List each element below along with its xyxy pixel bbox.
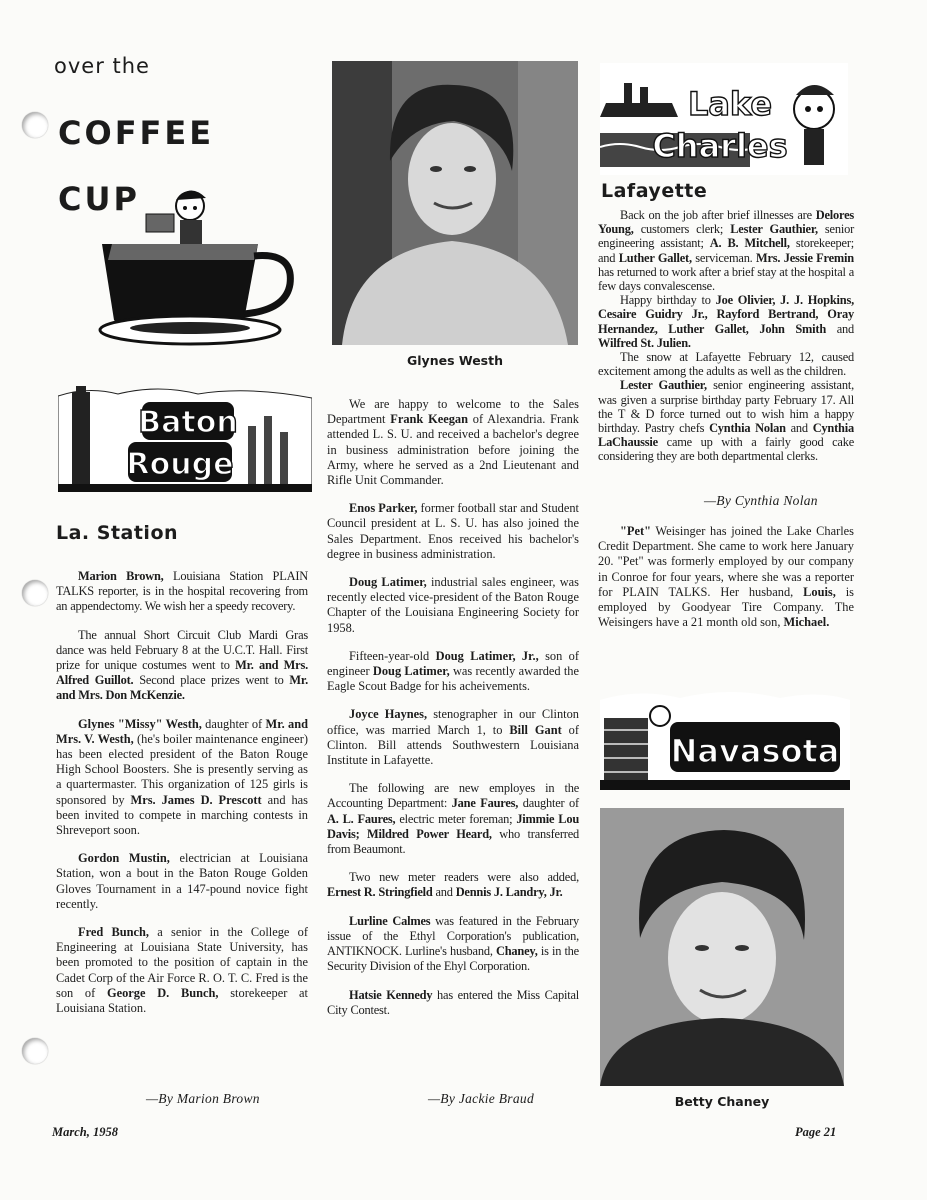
- paragraph-enos-parker: Enos Parker, former football star and Student Council president at L. S. U. has also joined the Sales Department. Enos received his bachelor's degree in business administration.: [327, 501, 579, 561]
- paragraph-marion-brown: Marion Brown, Louisiana Station PLAIN TALKS reporter, is in the hospital recovering from an appendectomy. We wish her a speedy recovery.: [56, 569, 308, 614]
- charles-banner-text: Charles: [652, 127, 788, 165]
- paragraph-meter-readers: Two new meter readers were also added, Ernest R. Stringfield and Dennis J. Landry, Jr.: [327, 870, 579, 900]
- paragraph-frank-keegan: We are happy to welcome to the Sales Department Frank Keegan of Alexandria. Frank attended L. S. U. and received a bachelor's degree in business administration before joining the Army, where he served as a 2nd Lieutenant and Rifle Unit Commander.: [327, 397, 579, 488]
- footer-date: March, 1958: [52, 1125, 118, 1139]
- paragraph-pet-weisinger: "Pet" Weisinger has joined the Lake Charles Credit Department. She came to work here January 20. "Pet" was formerly employed by our company in Conroe for four years, where she was a reporter for PLAIN TALKS. Her husband, Louis, is employed by Goodyear Tire Company. The Weisingers have a 21 month old son, Michael.: [598, 524, 854, 630]
- paragraph-doug-latimer-jr: Fifteen-year-old Doug Latimer, Jr., son of engineer Doug Latimer, was recently awarded the Eagle Scout Badge for his acheivements.: [327, 648, 579, 694]
- lake-banner-text: Lake: [687, 85, 773, 123]
- paragraph-doug-latimer: Doug Latimer, industrial sales engineer, was recently elected vice-president of the Baton Rouge Chapter of the Louisiana Engineering Society for 1958.: [327, 575, 579, 635]
- paragraph-gordon-mustin: Gordon Mustin, electrician at Louisiana Station, won a bout in the Baton Rouge Golden Gloves Tournament in a 147-pound novice fight recently.: [56, 851, 308, 911]
- paragraph-birthday-party: Lester Gauthier, senior engineering assistant, was given a surprise birthday party February 17. All the T & D force turned out to wish him a happy birthday. Pastry chefs Cynthia Nolan and Cynthia LaChaussie came up with a fairly good cake considering they are both departmental clerks.: [598, 378, 854, 464]
- lafayette-article: [598, 208, 854, 464]
- navasota-banner: [600, 688, 850, 792]
- paragraph-new-employes: The following are new employes in the Accounting Department: Jane Faures, daughter of A. L. Faures, electric meter foreman; Jimmie Lou Davis; Mildred Power Heard, who transferred from Beaumont.: [327, 781, 580, 857]
- paragraph-hatsie-kennedy: Hatsie Kennedy has entered the Miss Capital City Contest.: [327, 987, 579, 1017]
- paragraph-back-on-job: Back on the job after brief illnesses are Delores Young, customers clerk; Lester Gauthier, senior engineering assistant; A. B. Mitchell, storekeeper; and Luther Gallet, serviceman. Mrs. Jessie Fremin has returned to work after a brief stay at the hospital a few days convalescense.: [598, 208, 855, 294]
- caption-glynes-westh: Glynes Westh: [407, 353, 503, 368]
- photo-glynes-westh: [332, 61, 578, 345]
- paragraph-joyce-haynes: Joyce Haynes, stenographer in our Clinton office, was married March 1, to Bill Gant of Clinton. Bill attends Southwestern Louisiana Institute in Lafayette.: [327, 707, 579, 768]
- la-station-heading: La. Station: [56, 522, 179, 544]
- punch-hole: [22, 112, 48, 138]
- baton-banner-text: Baton: [138, 405, 238, 440]
- la-station-article: [56, 569, 308, 1016]
- photo-betty-chaney: [600, 808, 844, 1086]
- footer-page-number: Page 21: [795, 1125, 837, 1139]
- punch-hole: [22, 1038, 48, 1064]
- baton-rouge-article: [327, 397, 579, 1018]
- lake-charles-banner: [600, 63, 848, 175]
- caption-betty-chaney: Betty Chaney: [674, 1094, 770, 1109]
- coffee-cup-title-cup: CUP: [58, 180, 140, 218]
- baton-rouge-banner: [58, 386, 312, 494]
- coffee-cup-over-the: over the: [54, 54, 150, 78]
- coffee-cup-illustration: [94, 180, 304, 352]
- punch-hole: [22, 580, 48, 606]
- lafayette-heading: Lafayette: [601, 180, 708, 202]
- paragraph-snow: The snow at Lafayette February 12, caused excitement among the adults as well as the children.: [598, 350, 854, 379]
- paragraph-happy-birthday: Happy birthday to Joe Olivier, J. J. Hopkins, Cesaire Guidry Jr., Rayford Bertrand, Oray Hernandez, Luther Gallet, John Smith and Wilfred St. Julien.: [598, 293, 854, 350]
- byline-marion-brown: —By Marion Brown: [146, 1091, 260, 1106]
- navasota-banner-text: Navasota: [670, 732, 840, 770]
- paragraph-glynes-westh: Glynes "Missy" Westh, daughter of Mr. and Mrs. V. Westh, (he's boiler maintenance engineer) has been elected president of the Baton Rouge High School Boosters. She is presently serving as a quartermaster. This organization of 125 girls is sponsored by Mrs. James D. Prescott and has been invited to compete in marching contests in Shreveport soon.: [56, 716, 309, 838]
- coffee-cup-title-coffee: COFFEE: [58, 114, 215, 152]
- paragraph-mardi-gras: The annual Short Circuit Club Mardi Gras dance was held February 8 at the U.C.T. Hall. First prize for unique costumes went to Mr. and Mrs. Alfred Guillot. Second place prizes went to Mr. and Mrs. Don McKenzie.: [56, 627, 308, 703]
- byline-cynthia-nolan: —By Cynthia Nolan: [704, 493, 818, 508]
- byline-jackie-braud: —By Jackie Braud: [428, 1091, 535, 1106]
- paragraph-fred-bunch: Fred Bunch, a senior in the College of Engineering at Louisiana State University, has been promoted to the position of captain in the Cadet Corp of the Air Force R. O. T. C. Fred is the son of George D. Bunch, storekeeper at Louisiana Station.: [56, 925, 308, 1016]
- lake-charles-article: [598, 524, 854, 630]
- paragraph-lurline-calmes: Lurline Calmes was featured in the February issue of the Ethyl Corporation's publication, ANTIKNOCK. Lurline's husband, Chaney, is in the Security Division of the Ehyl Corporation.: [327, 913, 579, 974]
- rouge-banner-text: Rouge: [126, 447, 234, 482]
